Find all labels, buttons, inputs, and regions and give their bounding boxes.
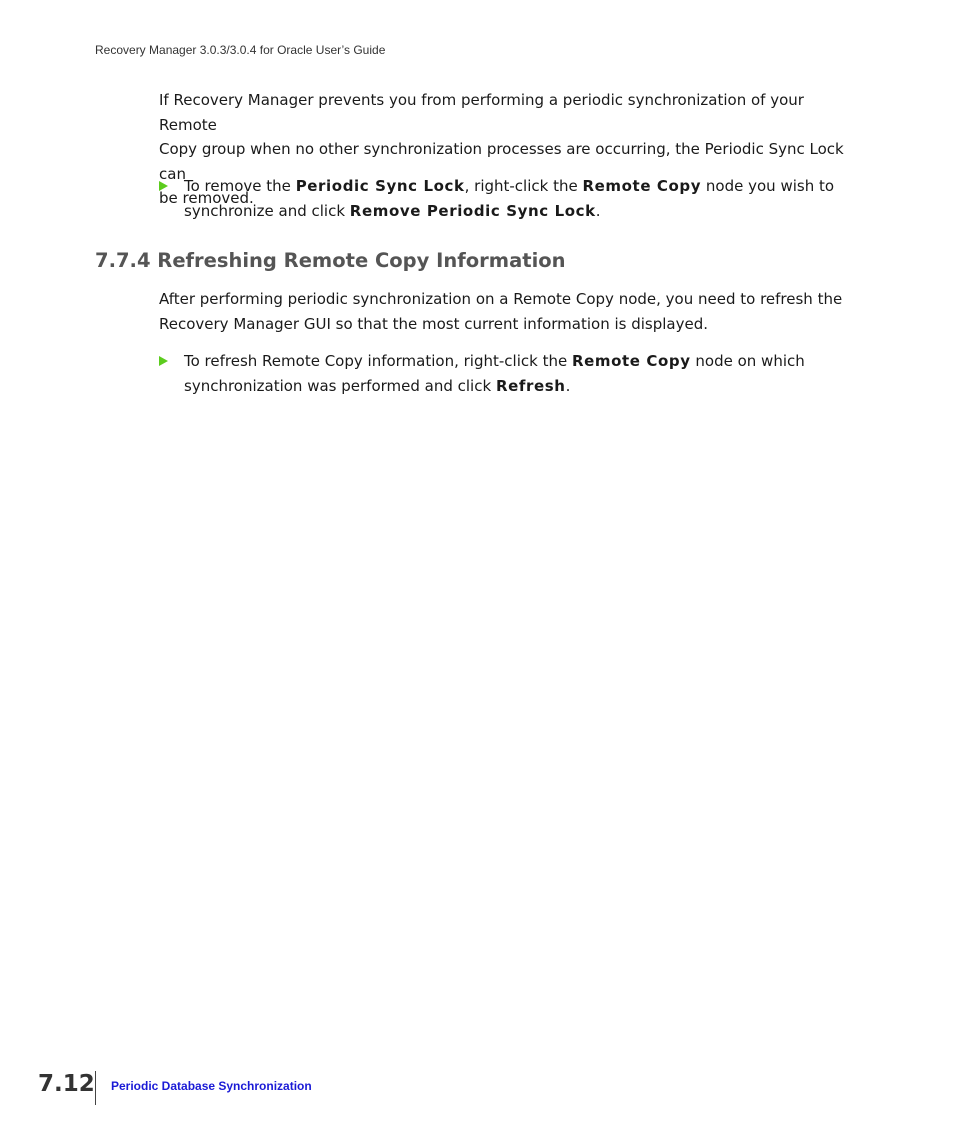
section-line: After performing periodic synchronization on a Remote Copy node, you need to refresh the [159, 290, 843, 308]
step-text-run: synchronize and click [184, 201, 350, 220]
step-line [184, 349, 854, 374]
ui-term-remote-copy: Remote Copy [582, 177, 702, 195]
step-text-run: , right-click the [464, 177, 583, 195]
intro-line: Copy group when no other synchronization processes are occurring, the Periodic Sync Lock can [159, 140, 844, 183]
step-text-run: . [565, 376, 571, 395]
step-line [184, 374, 854, 399]
section-paragraph [159, 287, 859, 336]
section-heading: 7.7.4 Refreshing Remote Copy Information [95, 249, 566, 272]
step-text-run: To remove the [184, 177, 296, 195]
ui-term-remove-periodic-sync-lock: Remove Periodic Sync Lock [349, 201, 596, 220]
step-text [184, 349, 854, 398]
step-text-run: node on which [690, 352, 805, 370]
ui-term-periodic-sync-lock: Periodic Sync Lock [295, 177, 465, 195]
step-text-run: To refresh Remote Copy information, right-click the [184, 352, 572, 370]
ui-term-refresh: Refresh [495, 376, 566, 395]
ui-term-remote-copy: Remote Copy [571, 352, 691, 370]
running-header: Recovery Manager 3.0.3/3.0.4 for Oracle User’s Guide [95, 43, 386, 57]
intro-line: be removed. [159, 189, 254, 207]
triangle-right-icon [159, 356, 168, 366]
section-line: Recovery Manager GUI so that the most current information is displayed. [159, 314, 709, 333]
step-text-run: node you wish to [701, 177, 835, 195]
page-number: 7.12 [38, 1071, 95, 1097]
step-line [184, 199, 854, 224]
step-text-run: synchronization was performed and click [184, 376, 496, 395]
intro-line: If Recovery Manager prevents you from performing a periodic synchronization of your Remote [159, 91, 804, 134]
step-text-run: . [595, 201, 601, 220]
footer-chapter-title: Periodic Database Synchronization [111, 1079, 312, 1093]
step-text [184, 174, 854, 223]
footer-divider [95, 1071, 96, 1105]
step-line [184, 174, 854, 199]
triangle-right-icon [159, 181, 168, 191]
